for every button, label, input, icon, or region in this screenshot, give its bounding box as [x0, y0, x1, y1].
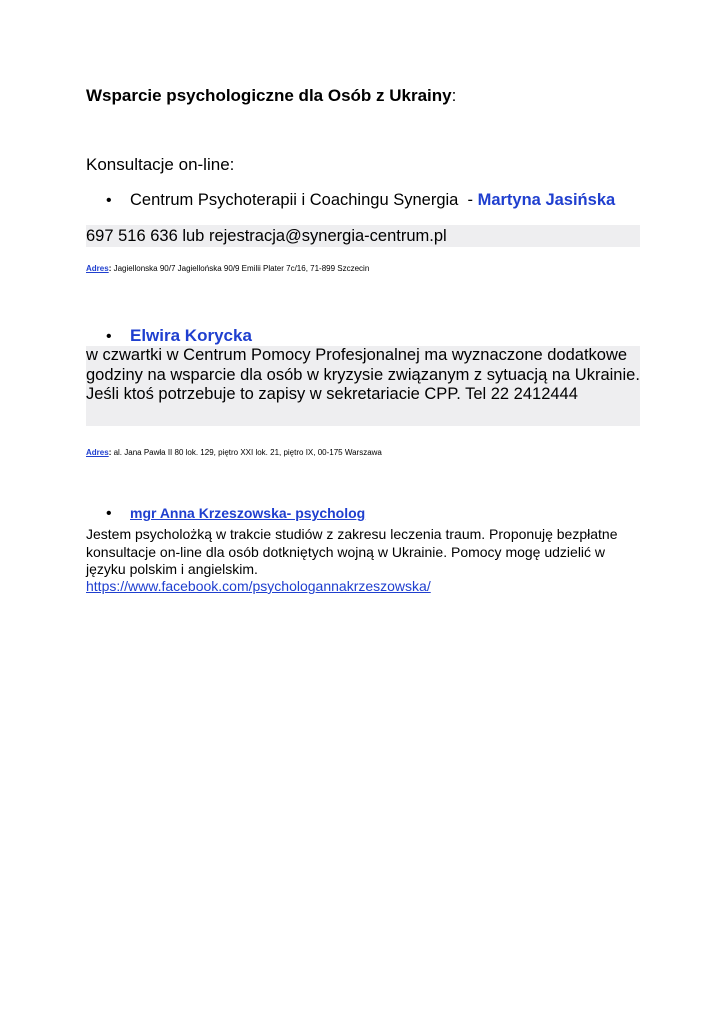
person-name-link[interactable]: mgr Anna Krzeszowska- psycholog: [130, 505, 366, 521]
list-item-korycka: [86, 326, 252, 346]
section-heading: Konsultacje on-line:: [86, 155, 235, 174]
address-separator: :: [108, 448, 112, 457]
org-name: Centrum Psychoterapii i Coachingu Synergia -: [130, 191, 478, 209]
document-title: [86, 86, 456, 106]
address-line: [86, 264, 369, 273]
bullet: •: [106, 328, 112, 345]
address-text: Jagiellonska 90/7 Jagiellońska 90/9 Emilii Plater 7c/16, 71-899 Szczecin: [111, 264, 370, 273]
bullet: •: [106, 505, 112, 522]
list-item-synergia: [86, 191, 615, 210]
address-text: al. Jana Pawła II 80 lok. 129, piętro XXI lok. 21, piętro IX, 00-175 Warszawa: [111, 448, 382, 457]
person-name: Elwira Korycka: [130, 326, 252, 345]
title-suffix: :: [451, 86, 457, 105]
address-label[interactable]: Adres: [86, 448, 109, 457]
contact-line: 697 516 636 lub rejestracja@synergia-centrum.pl: [86, 225, 640, 247]
description-korycka: w czwartki w Centrum Pomocy Profesjonalnej ma wyznaczone dodatkowe godziny na wsparcie dla osób w kryzysie związanym z sytuacją na Ukrainie. Jeśli ktoś potrzebuje to zapisy w sekretariacie CPP. Tel 22 2412444: [86, 346, 640, 426]
facebook-link[interactable]: https://www.facebook.com/psychologannakrzeszowska/: [86, 578, 431, 594]
bullet: •: [106, 192, 112, 209]
title-bold: Wsparcie psychologiczne dla Osób z Ukrainy: [86, 86, 452, 105]
address-separator: :: [108, 264, 112, 273]
list-item-krzeszowska: [86, 505, 365, 523]
person-name: Martyna Jasińska: [477, 191, 616, 209]
address-line: [86, 448, 382, 457]
address-label[interactable]: Adres: [86, 264, 109, 273]
description-krzeszowska: Jestem psycholożką w trakcie studiów z zakresu leczenia traum. Proponuję bezpłatne konsultacje on-line dla osób dotkniętych wojną w Ukrainie. Pomocy mogę udzielić w języku polskim i angielskim.: [86, 526, 618, 577]
